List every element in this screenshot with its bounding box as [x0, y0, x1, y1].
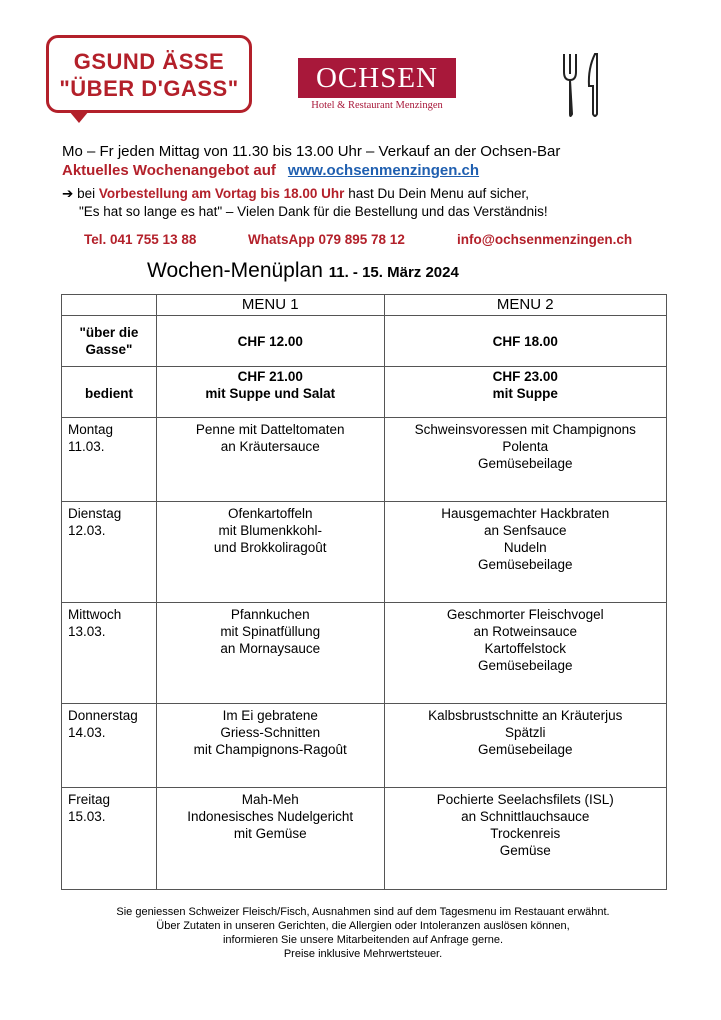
table-row [62, 502, 667, 603]
header-menu-2: MENU 2 [384, 295, 667, 316]
price-menu-1: CHF 21.00 mit Suppe und Salat [156, 367, 384, 418]
menu-2-dish: Geschmorter Fleischvogel an Rotweinsauce Kartoffelstock Gemüsebeilage [384, 603, 667, 704]
table-row [62, 418, 667, 502]
menu-1-dish: Ofenkartoffeln mit Blumenkkohl- und Brokkoliragoût [156, 502, 384, 603]
footer-line: Preise inklusive Mehrwertsteuer. [283, 948, 443, 960]
footer-notes [60, 905, 666, 961]
table-row [62, 603, 667, 704]
menu-2-dish: Schweinsvoressen mit Champignons Polenta Gemüsebeilage [384, 418, 667, 502]
table-header-row [62, 295, 667, 316]
footer-line: Sie geniessen Schweizer Fleisch/Fisch, Ausnahmen sind auf dem Tagesmenu im Restauant erwähnt. [116, 906, 610, 918]
day-label: Montag 11.03. [62, 418, 157, 502]
header-empty [62, 295, 157, 316]
menu-1-dish: Pfannkuchen mit Spinatfüllung an Mornaysauce [156, 603, 384, 704]
price-menu-1: CHF 12.00 [156, 316, 384, 367]
badge-line-1: GSUND ÄSSE [73, 49, 225, 74]
menu-2-dish: Kalbsbrustschnitte an Kräuterjus Spätzli Gemüsebeilage [384, 704, 667, 788]
ochsen-logo-subtitle: Hotel & Restaurant Menzingen [311, 100, 443, 111]
menu-table [61, 294, 667, 890]
menu-plan-title [147, 259, 459, 283]
preorder-line [62, 186, 529, 202]
day-label: Donnerstag 14.03. [62, 704, 157, 788]
ochsen-logo: OCHSEN [298, 58, 456, 98]
header-menu-1: MENU 1 [156, 295, 384, 316]
weekly-offer-line [62, 162, 479, 179]
contact-whatsapp: WhatsApp 079 895 78 12 [248, 232, 405, 247]
price-label: "über die Gasse" [62, 316, 157, 367]
table-row [62, 788, 667, 890]
website-link[interactable]: www.ochsenmenzingen.ch [287, 162, 480, 179]
preorder-suffix: hast Du Dein Menu auf sicher, [348, 186, 530, 201]
menu-2-dish: Pochierte Seelachsfilets (ISL) an Schnittlauchsauce Trockenreis Gemüse [384, 788, 667, 890]
fork-knife-icon [558, 52, 608, 120]
arrow-right-icon: ➔ [62, 186, 74, 201]
menu-plan-heading: Wochen-Menüplan [147, 259, 323, 282]
price-menu-2: CHF 23.00 mit Suppe [384, 367, 667, 418]
footer-line: Über Zutaten in unseren Gerichten, die Allergien oder Intoleranzen auslösen können, [156, 920, 570, 932]
footer-line: informieren Sie unsere Mitarbeitenden auf Anfrage gerne. [222, 934, 504, 946]
badge-line-2: "ÜBER D'GASS" [59, 76, 239, 101]
weekly-offer-label: Aktuelles Wochenangebot auf [62, 162, 276, 179]
menu-1-dish: Penne mit Datteltomaten an Kräutersauce [156, 418, 384, 502]
contact-phone: Tel. 041 755 13 88 [84, 232, 197, 247]
menu-plan-dates: 11. - 15. März 2024 [328, 264, 459, 281]
menu-2-dish: Hausgemachter Hackbraten an Senfsauce Nudeln Gemüsebeilage [384, 502, 667, 603]
menu-1-dish: Mah-Meh Indonesisches Nudelgericht mit Gemüse [156, 788, 384, 890]
table-row [62, 704, 667, 788]
preorder-note: "Es hat so lange es hat" – Vielen Dank für die Bestellung und das Verständnis! [79, 204, 548, 219]
gsund-aesse-badge [46, 35, 252, 113]
preorder-prefix: bei [77, 186, 96, 201]
price-row-takeaway [62, 316, 667, 367]
day-label: Mittwoch 13.03. [62, 603, 157, 704]
price-row-served [62, 367, 667, 418]
price-menu-2: CHF 18.00 [384, 316, 667, 367]
price-label: bedient [62, 367, 157, 418]
day-label: Dienstag 12.03. [62, 502, 157, 603]
preorder-highlight: Vorbestellung am Vortag bis 18.00 Uhr [98, 186, 345, 201]
contact-email[interactable]: info@ochsenmenzingen.ch [457, 232, 633, 247]
day-label: Freitag 15.03. [62, 788, 157, 890]
menu-1-dish: Im Ei gebratene Griess-Schnitten mit Champignons-Ragoût [156, 704, 384, 788]
opening-hours: Mo – Fr jeden Mittag von 11.30 bis 13.00 Uhr – Verkauf an der Ochsen-Bar [62, 143, 561, 160]
